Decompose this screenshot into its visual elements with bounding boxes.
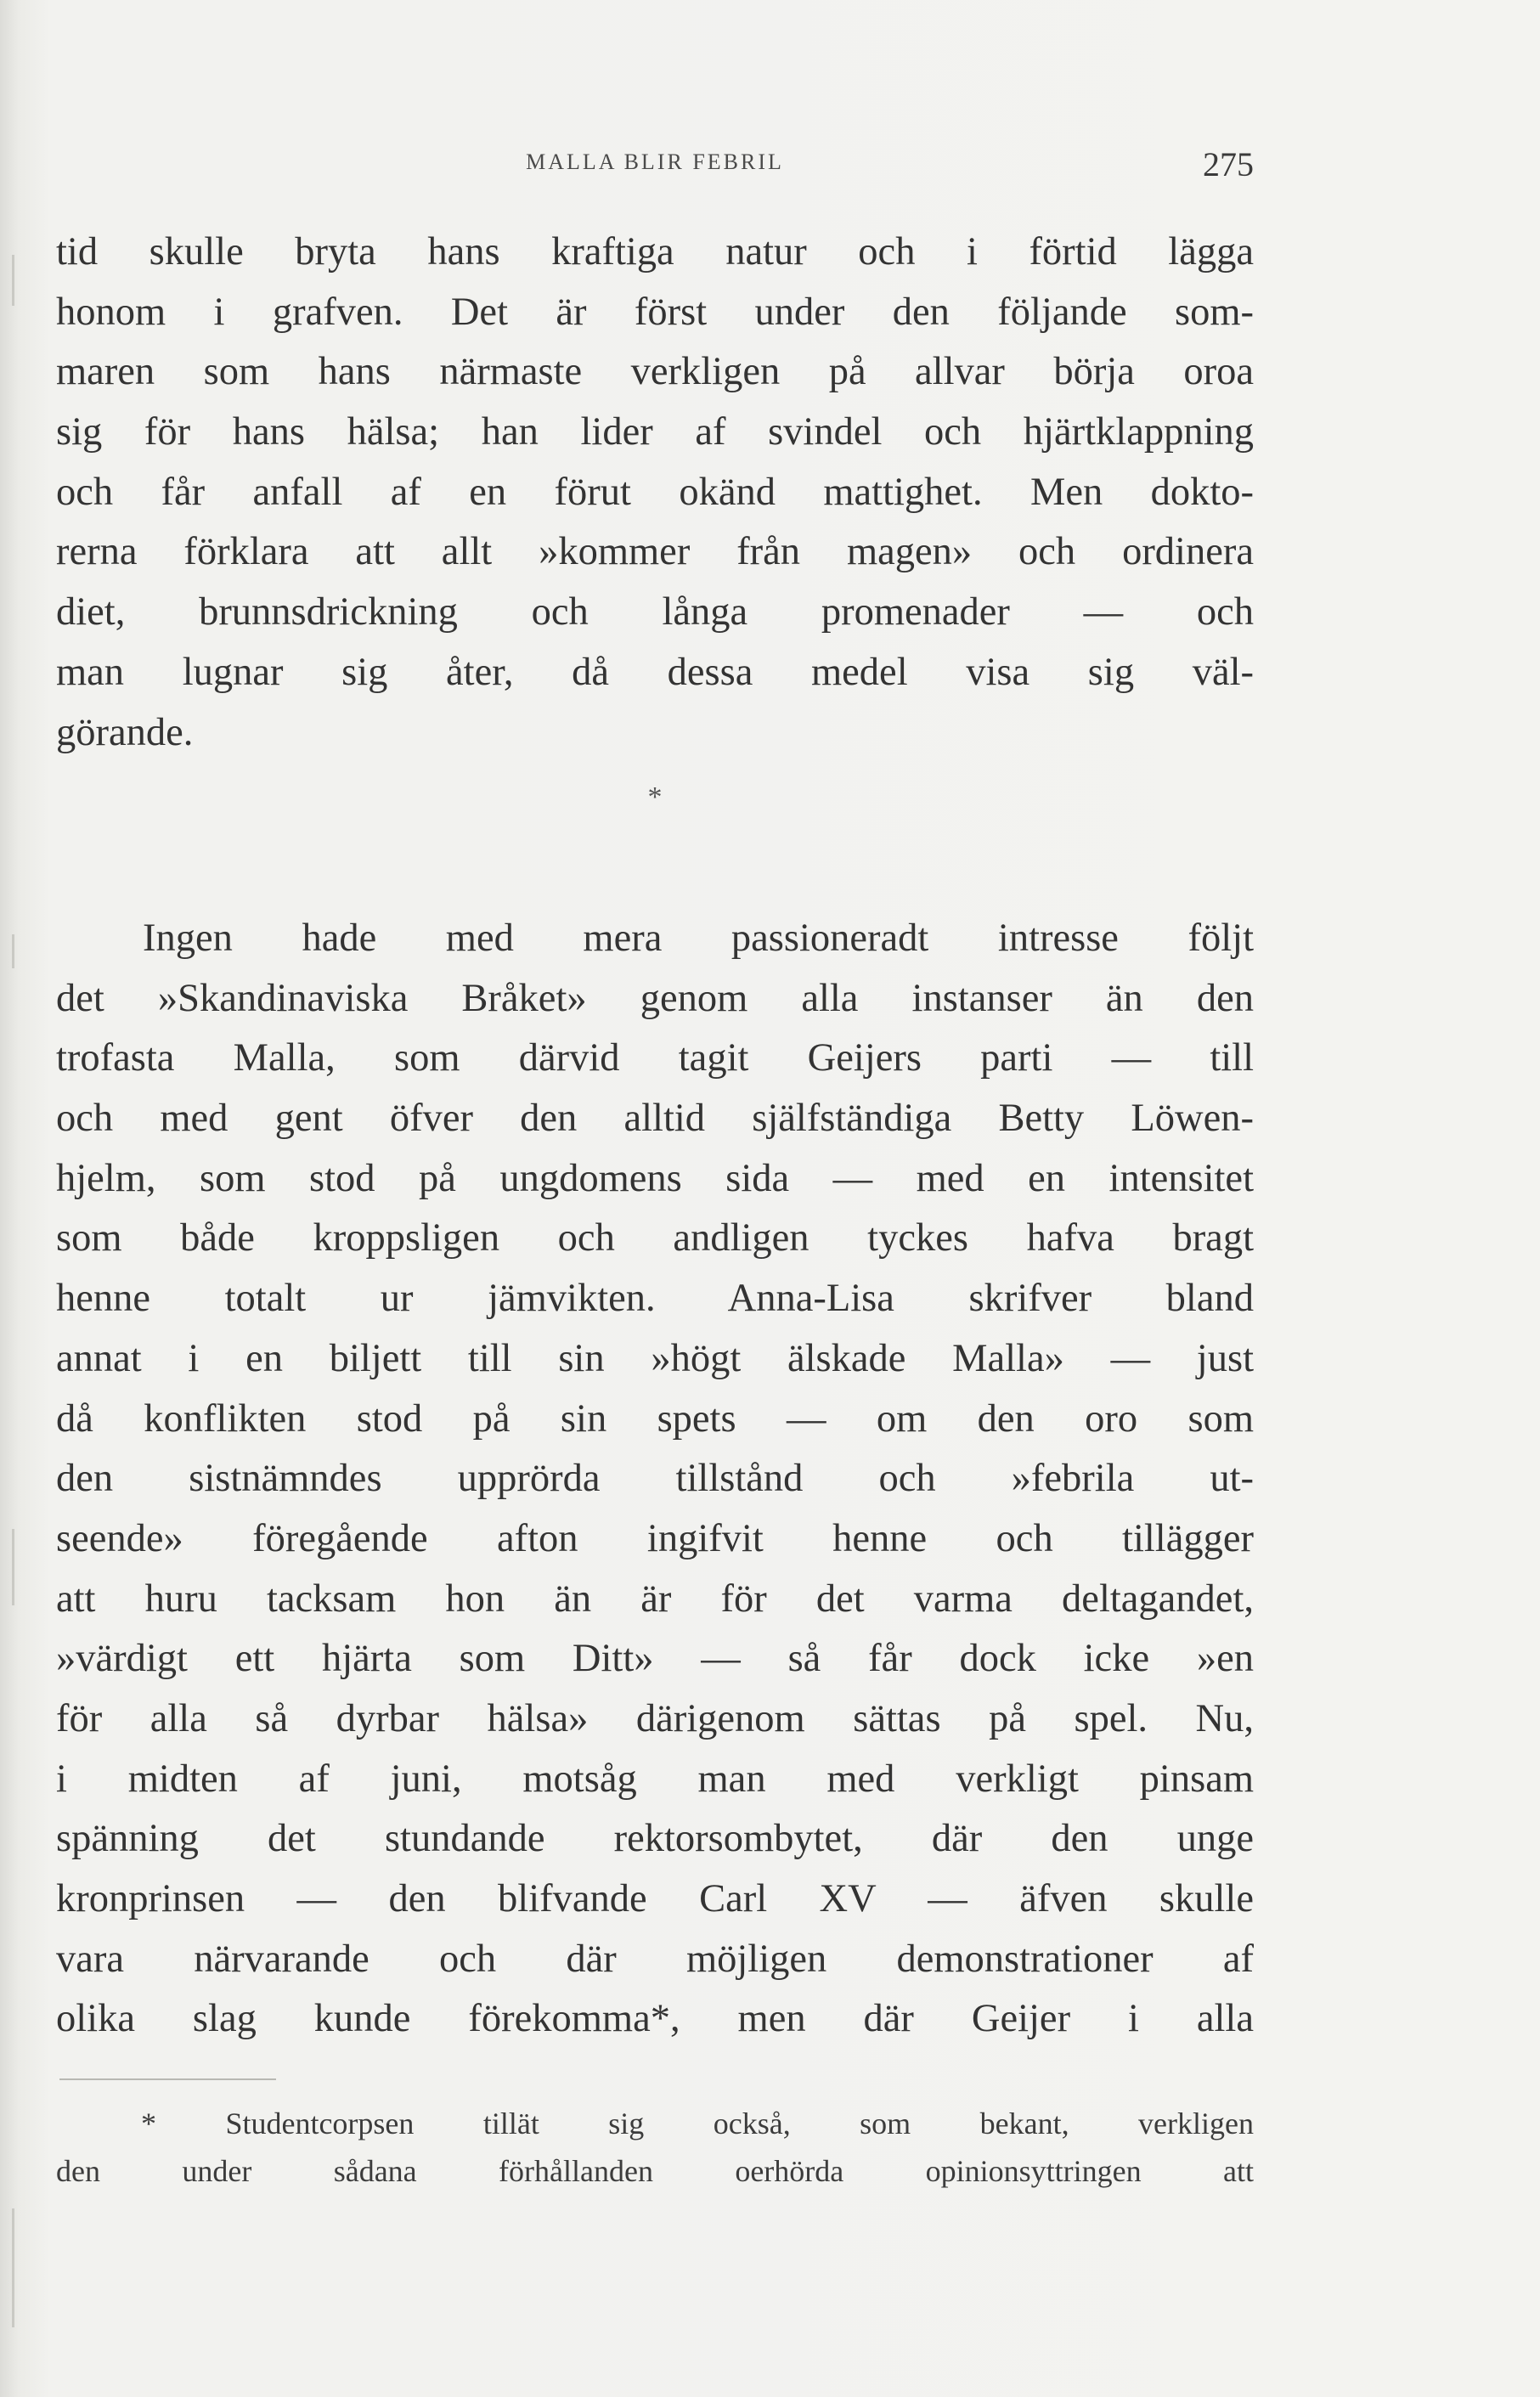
page-number: 275	[1203, 145, 1254, 183]
text-line: man lugnar sig åter, då dessa medel visa sig väl-	[56, 650, 1254, 694]
text-line: att huru tacksam hon än är för det varma deltagandet,	[56, 1576, 1254, 1621]
text-line: då konflikten stod på sin spets — om den oro som	[56, 1396, 1254, 1441]
text-line: maren som hans närmaste verkligen på allvar börja oroa	[56, 350, 1254, 394]
text-line: sig för hans hälsa; han lider af svindel och hjärtklappning	[56, 410, 1254, 454]
footnote-line: * Studentcorpsen tillät sig också, som bekant, verkligen	[141, 2107, 1254, 2140]
text-line: och med gent öfver den alltid själfständiga Betty Löwen-	[56, 1097, 1254, 1141]
text-line: rerna förklara att allt »kommer från magen» och ordinera	[56, 530, 1254, 574]
gutter-mark	[12, 1529, 14, 1605]
text-line: Ingen hade med mera passioneradt intresse följt	[143, 916, 1254, 960]
gutter-mark	[12, 2208, 14, 2327]
text-line: henne totalt ur jämvikten. Anna-Lisa skrifver bland	[56, 1277, 1254, 1321]
gutter-mark	[12, 934, 14, 968]
section-break-asterisk: *	[647, 781, 663, 813]
running-header	[56, 144, 1254, 182]
text-line: det »Skandinaviska Bråket» genom alla instanser än den	[56, 976, 1254, 1020]
text-line: tid skulle bryta hans kraftiga natur och i förtid lägga	[56, 230, 1254, 274]
text-line: vara närvarande och där möjligen demonstrationer af	[56, 1937, 1254, 1981]
text-line: seende» föregående afton ingifvit henne och tillägger	[56, 1516, 1254, 1560]
text-line: för alla så dyrbar hälsa» därigenom sättas på spel. Nu,	[56, 1696, 1254, 1740]
text-line: kronprinsen — den blifvande Carl XV — äfven skulle	[56, 1877, 1254, 1920]
text-line: den sistnämndes upprörda tillstånd och »febrila ut-	[56, 1457, 1254, 1501]
text-line: diet, brunnsdrickning och långa promenader — och	[56, 590, 1254, 634]
text-line: görande.	[56, 710, 194, 754]
text-line: hjelm, som stod på ungdomens sida — med en intensitet	[56, 1156, 1254, 1200]
text-line: spänning det stundande rektorsombytet, där den unge	[56, 1817, 1254, 1861]
text-line: i midten af juni, motsåg man med verkligt pinsam	[56, 1757, 1254, 1801]
text-line: trofasta Malla, som därvid tagit Geijers parti — till	[56, 1036, 1254, 1080]
paragraph-2	[56, 909, 1254, 2050]
text-line: olika slag kunde förekomma*, men där Geijer i alla	[56, 1997, 1254, 2041]
running-title: MALLA BLIR FEBRIL	[526, 149, 784, 174]
footnote	[56, 2100, 1254, 2195]
gutter-mark	[12, 255, 14, 306]
text-line: honom i grafven. Det är först under den följande som-	[56, 290, 1254, 334]
text-line: och får anfall af en förut okänd mattighet. Men dokto-	[56, 470, 1254, 514]
text-line: »värdigt ett hjärta som Ditt» — så får dock icke »en	[56, 1637, 1254, 1681]
footnote-rule	[59, 2078, 276, 2080]
text-line: som både kroppsligen och andligen tyckes hafva bragt	[56, 1216, 1254, 1261]
text-line: annat i en biljett till sin »högt älskade Malla» — just	[56, 1336, 1254, 1380]
paragraph-1	[56, 223, 1254, 763]
footnote-line: den under sådana förhållanden oerhörda opinionsyttringen att	[56, 2154, 1254, 2188]
